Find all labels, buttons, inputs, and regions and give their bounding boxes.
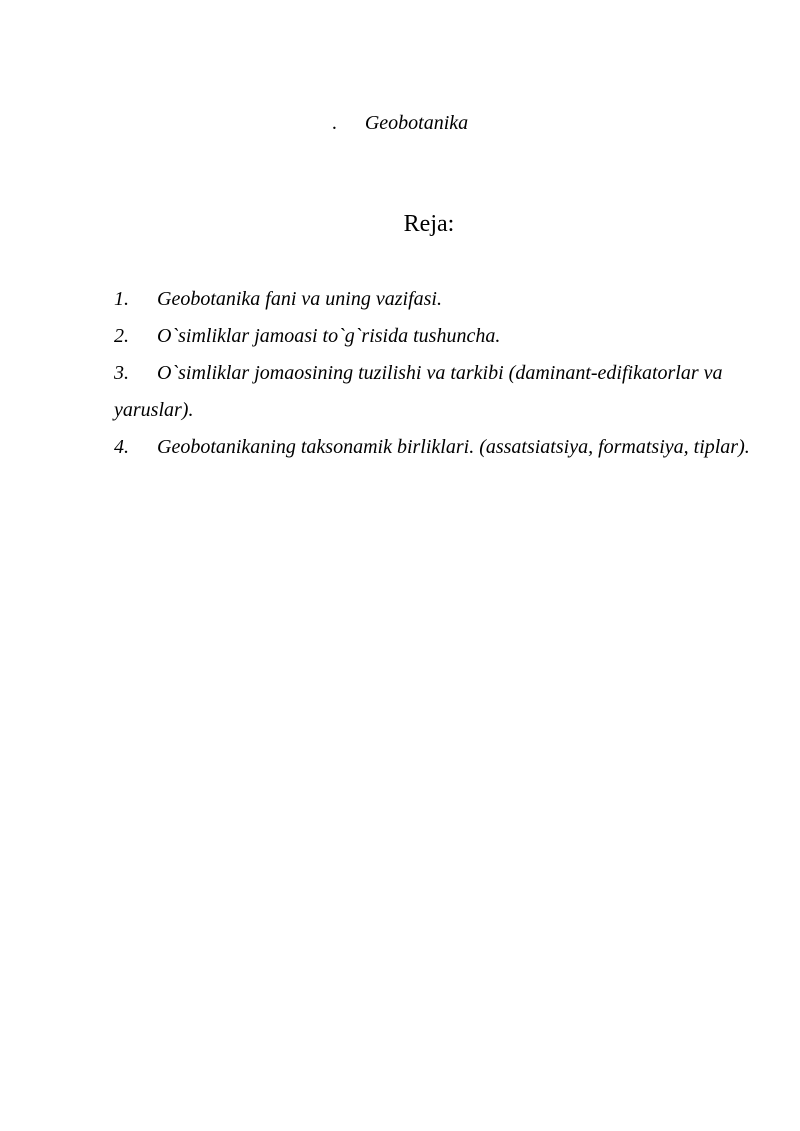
title-text: Geobotanika — [364, 112, 469, 134]
plan-list — [114, 281, 750, 466]
plan-item-1 — [114, 281, 750, 318]
plan-item-text: Geobotanikaning taksonamik birliklari. (assatsiatsiya, formatsiya, tiplar). — [157, 436, 750, 458]
plan-item-number: 2. — [114, 325, 129, 347]
plan-item-number: 1. — [114, 288, 129, 310]
plan-item-number: 4. — [114, 436, 129, 458]
plan-item-text: O`simliklar jomaosining tuzilishi va tarkibi (daminant-edifikatorlar va yaruslar). — [114, 362, 723, 421]
plan-item-3 — [114, 355, 750, 429]
plan-item-text: O`simliklar jamoasi to`g`risida tushuncha. — [157, 325, 501, 347]
plan-item-text: Geobotanika fani va uning vazifasi. — [157, 288, 442, 310]
plan-item-number: 3. — [114, 362, 129, 384]
plan-item-2 — [114, 318, 750, 355]
title-number: . — [331, 112, 337, 134]
plan-heading: Reja: — [403, 211, 455, 237]
document-title — [0, 110, 800, 136]
plan-item-4 — [114, 429, 750, 466]
